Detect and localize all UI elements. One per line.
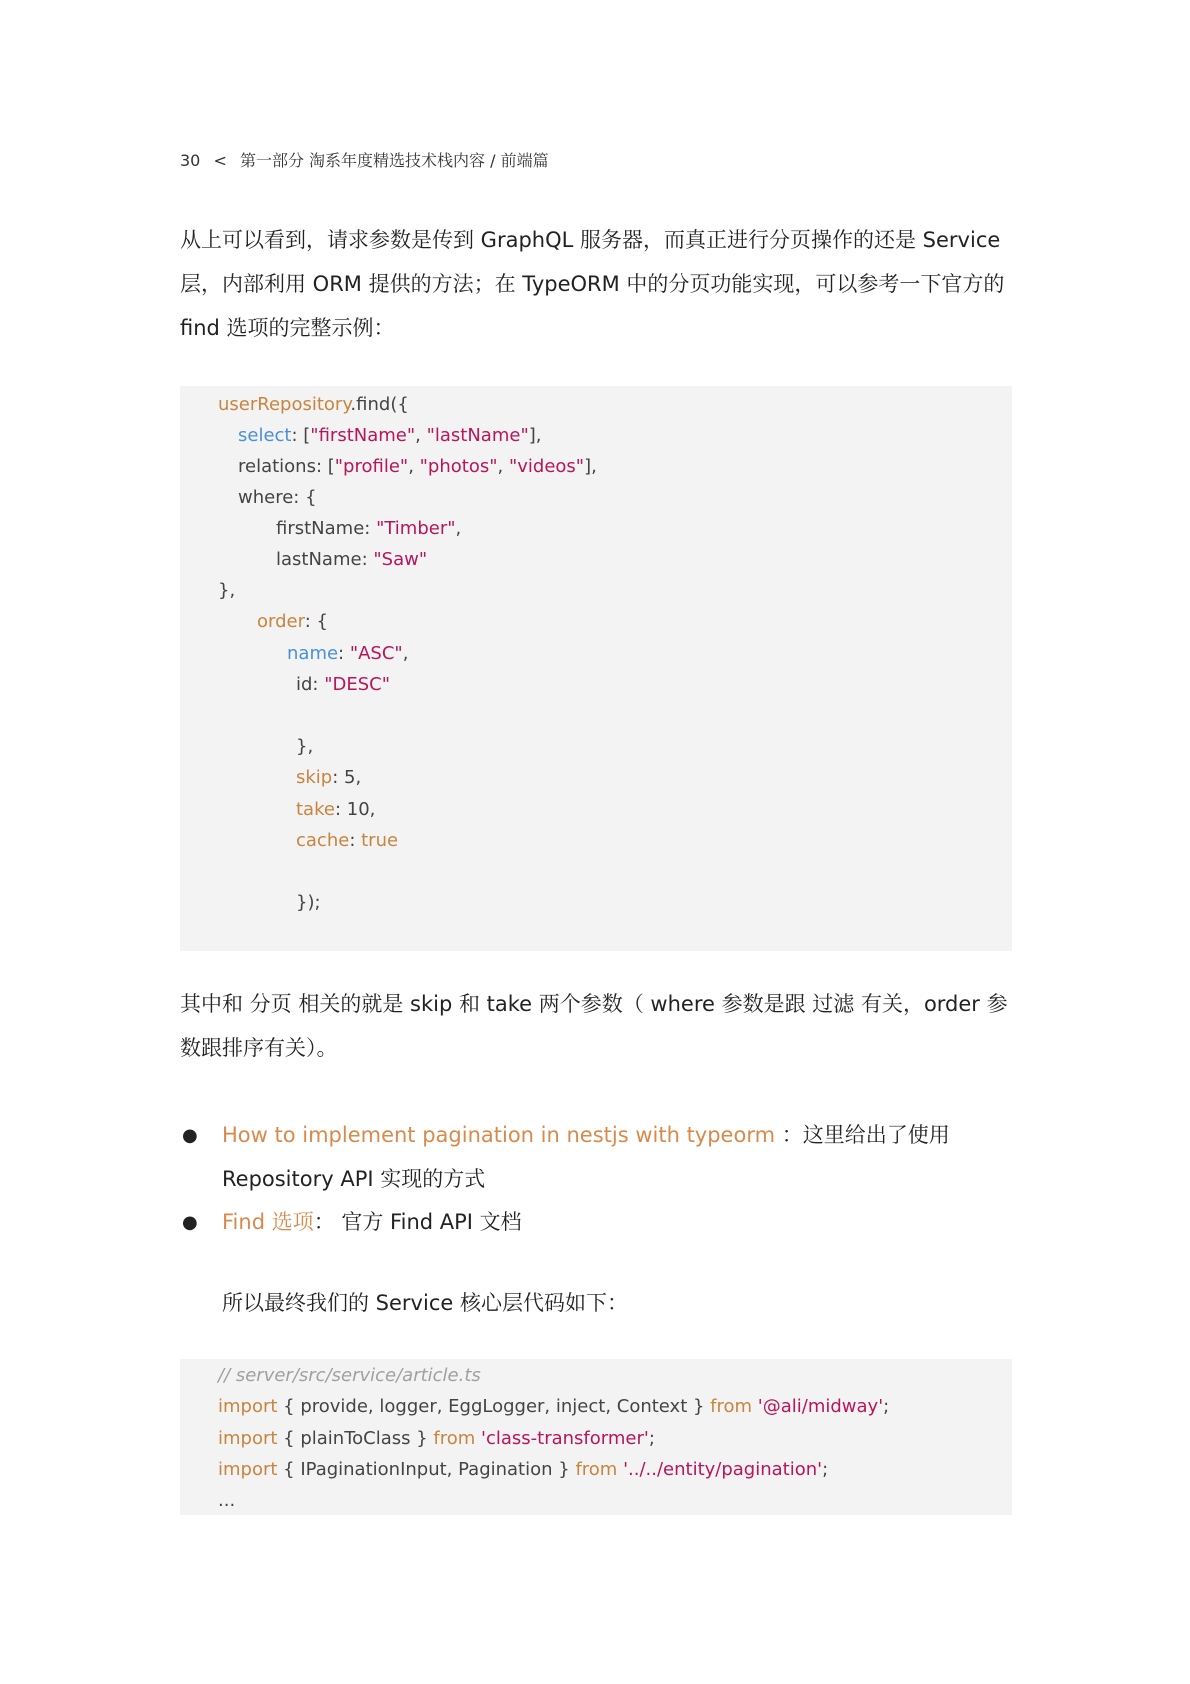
code-token: "DESC" (324, 674, 391, 695)
code-token: "lastName" (426, 425, 529, 446)
code-line (276, 549, 427, 570)
code-line (296, 674, 390, 695)
code-line (218, 1396, 889, 1417)
code-token: ; (822, 1459, 829, 1480)
code-line (218, 1490, 235, 1511)
list-item (222, 1113, 1012, 1201)
code-token: from (710, 1396, 753, 1417)
code-token: : { (304, 611, 328, 632)
code-token: }, (296, 736, 314, 757)
code-line (218, 1428, 655, 1449)
find-options-link[interactable]: Find 选项 (222, 1210, 314, 1234)
code-token: id: (296, 674, 325, 695)
code-token: ; (883, 1396, 890, 1417)
list-item-text: ： 官方 Find API 文档 (313, 1210, 522, 1234)
code-line (238, 456, 597, 477)
code-token: : 10, (334, 799, 376, 820)
code-line (218, 394, 409, 415)
code-line (296, 830, 398, 851)
code-token: where: { (238, 487, 317, 508)
bullet-2: ● (182, 1212, 198, 1233)
code-line (238, 425, 541, 446)
code-line (296, 736, 313, 757)
code-token: .find({ (350, 394, 409, 415)
code-token: true (361, 830, 399, 851)
code-token: lastName: (276, 549, 374, 570)
code-token: import (218, 1428, 278, 1449)
code-token: , (408, 456, 420, 477)
code-token: // server/src/service/article.ts (218, 1365, 481, 1386)
code-token: userRepository (218, 394, 351, 415)
code-token: ; (648, 1428, 655, 1449)
code-token: from (433, 1428, 476, 1449)
code-token: , (497, 456, 509, 477)
code-line (257, 611, 328, 632)
code-block-service (180, 1359, 1012, 1515)
pagination-guide-link[interactable]: How to implement pagination in nestjs with typeorm (222, 1123, 776, 1147)
code-token: { IPaginationInput, Pagination } (277, 1459, 576, 1480)
code-line (296, 892, 321, 913)
code-token: order (257, 611, 305, 632)
code-token: ], (528, 425, 542, 446)
code-token: "Timber" (376, 518, 456, 539)
intro-paragraph: 从上可以看到，请求参数是传到 GraphQL 服务器，而真正进行分页操作的还是 Service 层，内部利用 ORM 提供的方法；在 TypeORM 中的分页功能实现，可以参考一下官方的 find 选项的完整示例： (180, 228, 1005, 340)
code-token: '@ali/midway' (757, 1396, 884, 1417)
code-token: import (218, 1459, 278, 1480)
code-token: relations: [ (238, 456, 335, 477)
service-intro-paragraph: 所以最终我们的 Service 核心层代码如下： (222, 1291, 628, 1315)
code-token: import (218, 1396, 278, 1417)
code-token: }, (218, 580, 236, 601)
code-line (296, 767, 361, 788)
code-block-find-example (180, 386, 1012, 951)
code-token: "firstName" (310, 425, 416, 446)
code-token: "photos" (419, 456, 498, 477)
code-token: : 5, (332, 767, 362, 788)
code-token: { plainToClass } (277, 1428, 434, 1449)
code-line (287, 643, 408, 664)
code-line (218, 580, 235, 601)
code-token: : [ (291, 425, 311, 446)
code-line (218, 1365, 481, 1386)
code-line (276, 518, 461, 539)
code-token: }); (296, 892, 321, 913)
code-token: '../../entity/pagination' (623, 1459, 823, 1480)
code-token: "Saw" (373, 549, 428, 570)
code-token: , (415, 425, 427, 446)
code-token: : (338, 643, 350, 664)
pagination-params-paragraph: 其中和 分页 相关的就是 skip 和 take 两个参数（ where 参数是跟 过滤 有关，order 参数跟排序有关）。 (180, 992, 1008, 1060)
code-line (238, 487, 317, 508)
code-token: { provide, logger, EggLogger, inject, Context } (277, 1396, 711, 1417)
code-token: ... (218, 1490, 236, 1511)
code-token: ], (584, 456, 597, 477)
list-item-text: ：这里给出了使用 Repository API 实现的方式 (222, 1123, 950, 1191)
page-header (180, 148, 557, 171)
code-token: from (575, 1459, 618, 1480)
code-token: skip (296, 767, 333, 788)
list-item (222, 1200, 1012, 1244)
code-token: take (296, 799, 335, 820)
code-token: cache (296, 830, 350, 851)
code-token: , (402, 643, 409, 664)
header-separator: < (213, 151, 227, 170)
code-token: firstName: (276, 518, 377, 539)
code-token: 'class-transformer' (481, 1428, 649, 1449)
code-token: : (349, 830, 362, 851)
code-line (218, 1459, 828, 1480)
code-token: name (287, 643, 339, 664)
code-line (296, 799, 375, 820)
code-token: "ASC" (349, 643, 403, 664)
code-token: select (238, 425, 292, 446)
code-token: "profile" (334, 456, 409, 477)
section-title: 第一部分 淘系年度精选技术栈内容 / 前端篇 (239, 151, 549, 170)
code-token: , (455, 518, 462, 539)
bullet-1: ● (182, 1125, 198, 1146)
code-token: "videos" (508, 456, 585, 477)
page-number: 30 (180, 151, 201, 170)
